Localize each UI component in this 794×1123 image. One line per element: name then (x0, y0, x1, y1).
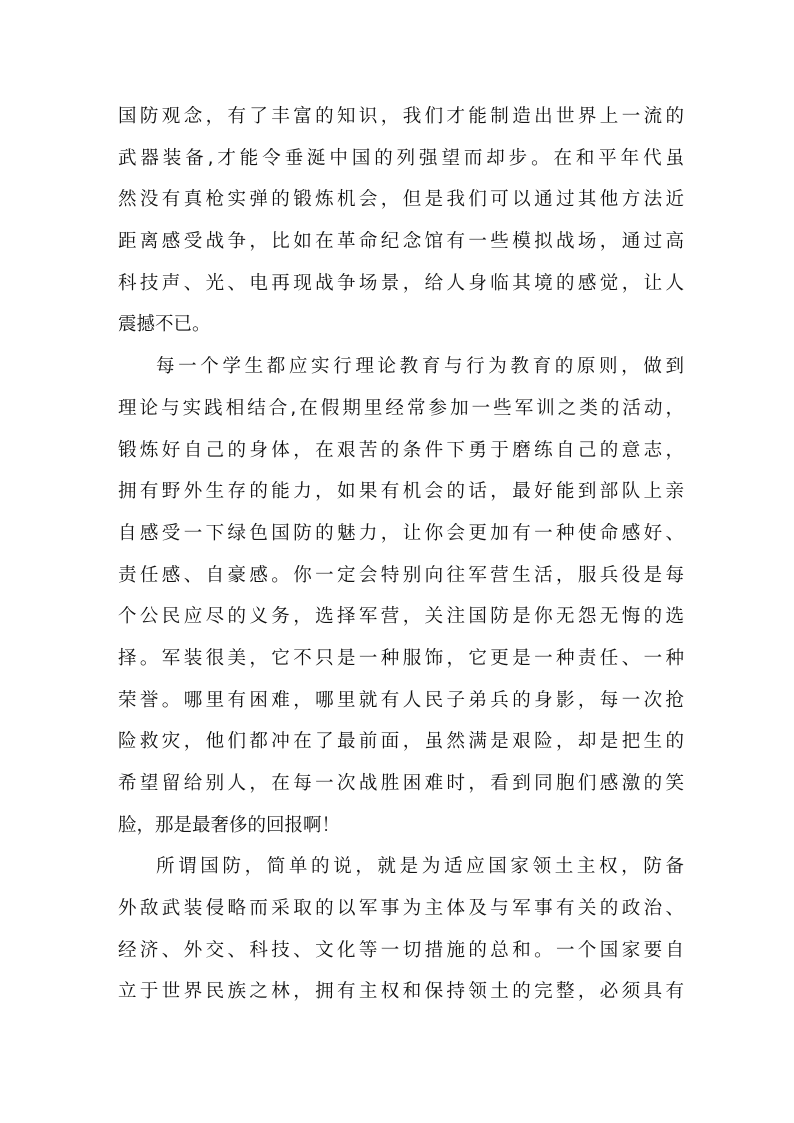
paragraph-first-line: 每一个学生都应实行理论教育与行为教育的原则，做到 (156, 356, 684, 378)
text-line: 国防观念，有了丰富的知识，我们才能制造出世界上一流的 (118, 106, 684, 127)
text-line: 距离感受战争，比如在革命纪念馆有一些模拟战场，通过高 (118, 231, 684, 253)
text-line: 脸，那是最奢侈的回报啊！ (118, 814, 341, 836)
text-line: 荣誉。哪里有困难，哪里就有人民子弟兵的身影，每一次抢 (118, 689, 684, 711)
text-line: 理论与实践相结合,在假期里经常参加一些军训之类的活动， (118, 397, 684, 419)
text-line: 武器装备,才能令垂涎中国的列强望而却步。在和平年代虽 (118, 147, 684, 169)
text-line: 希望留给别人，在每一次战胜困难时，看到同胞们感激的笑 (118, 773, 684, 794)
text-line: 拥有野外生存的能力，如果有机会的话，最好能到部队上亲 (118, 481, 684, 503)
text-line: 个公民应尽的义务，选择军营，关注国防是你无怨无悔的选 (118, 606, 684, 628)
text-line: 责任感、自豪感。你一定会特别向往军营生活，服兵役是每 (118, 564, 684, 586)
text-line: 外敌武装侵略而采取的以军事为主体及与军事有关的政治、 (118, 898, 684, 920)
text-line: 自感受一下绿色国防的魅力，让你会更加有一种使命感好、 (118, 522, 684, 544)
paragraph-first-line: 所谓国防，简单的说，就是为适应国家领土主权，防备 (156, 856, 684, 878)
text-line: 锻炼好自己的身体，在艰苦的条件下勇于磨练自己的意志， (118, 439, 684, 461)
text-line: 科技声、光、电再现战争场景，给人身临其境的感觉，让人 (118, 272, 684, 294)
text-line: 震撼不已。 (118, 314, 211, 336)
text-line: 经济、外交、科技、文化等一切措施的总和。一个国家要自 (118, 939, 684, 961)
text-line: 择。军装很美，它不只是一种服饰，它更是一种责任、一种 (118, 647, 684, 669)
text-line: 险救灾，他们都冲在了最前面，虽然满是艰险，却是把生的 (118, 731, 684, 753)
text-line: 立于世界民族之林，拥有主权和保持领土的完整，必须具有 (118, 981, 684, 1003)
text-line: 然没有真枪实弹的锻炼机会，但是我们可以通过其他方法近 (118, 189, 684, 211)
document-body (118, 96, 684, 1013)
